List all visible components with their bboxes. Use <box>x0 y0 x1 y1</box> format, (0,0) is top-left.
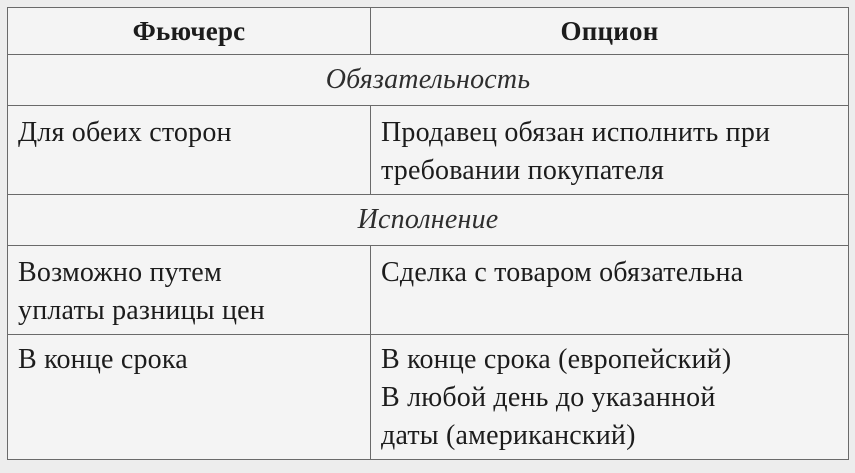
header-futures: Фьючерс <box>8 8 371 55</box>
cell-text-line: В любой день до указанной <box>381 382 716 413</box>
comparison-table <box>7 7 849 460</box>
header-option: Опцион <box>371 8 849 55</box>
section-title-execution: Исполнение <box>8 195 849 246</box>
cell-text-line: В конце срока <box>18 344 188 375</box>
cell-futures-execution-method <box>8 246 371 335</box>
cell-futures-obligation <box>8 106 371 195</box>
cell-text-line: В конце срока (европейский) <box>381 344 732 375</box>
section-row-obligation <box>8 55 849 106</box>
cell-futures-execution-time <box>8 335 371 460</box>
section-row-execution <box>8 195 849 246</box>
table-row <box>8 335 849 460</box>
header-row <box>8 8 849 55</box>
table-row <box>8 246 849 335</box>
cell-option-obligation <box>371 106 849 195</box>
cell-text-line: уплаты разницы цен <box>18 295 265 326</box>
table-header <box>8 8 849 55</box>
cell-text-line: Продавец обязан исполнить при <box>381 117 771 148</box>
cell-text-line: требовании покупателя <box>381 155 665 186</box>
table-body <box>8 55 849 460</box>
section-title-obligation: Обязательность <box>8 55 849 106</box>
cell-text-line: Возможно путем <box>18 257 222 288</box>
cell-text-line: даты (американский) <box>381 420 636 451</box>
cell-text-line: Для обеих сторон <box>18 117 232 148</box>
cell-option-execution-time <box>371 335 849 460</box>
cell-text-line: Сделка с товаром обязательна <box>381 257 744 288</box>
table-row <box>8 106 849 195</box>
cell-option-execution-method <box>371 246 849 335</box>
